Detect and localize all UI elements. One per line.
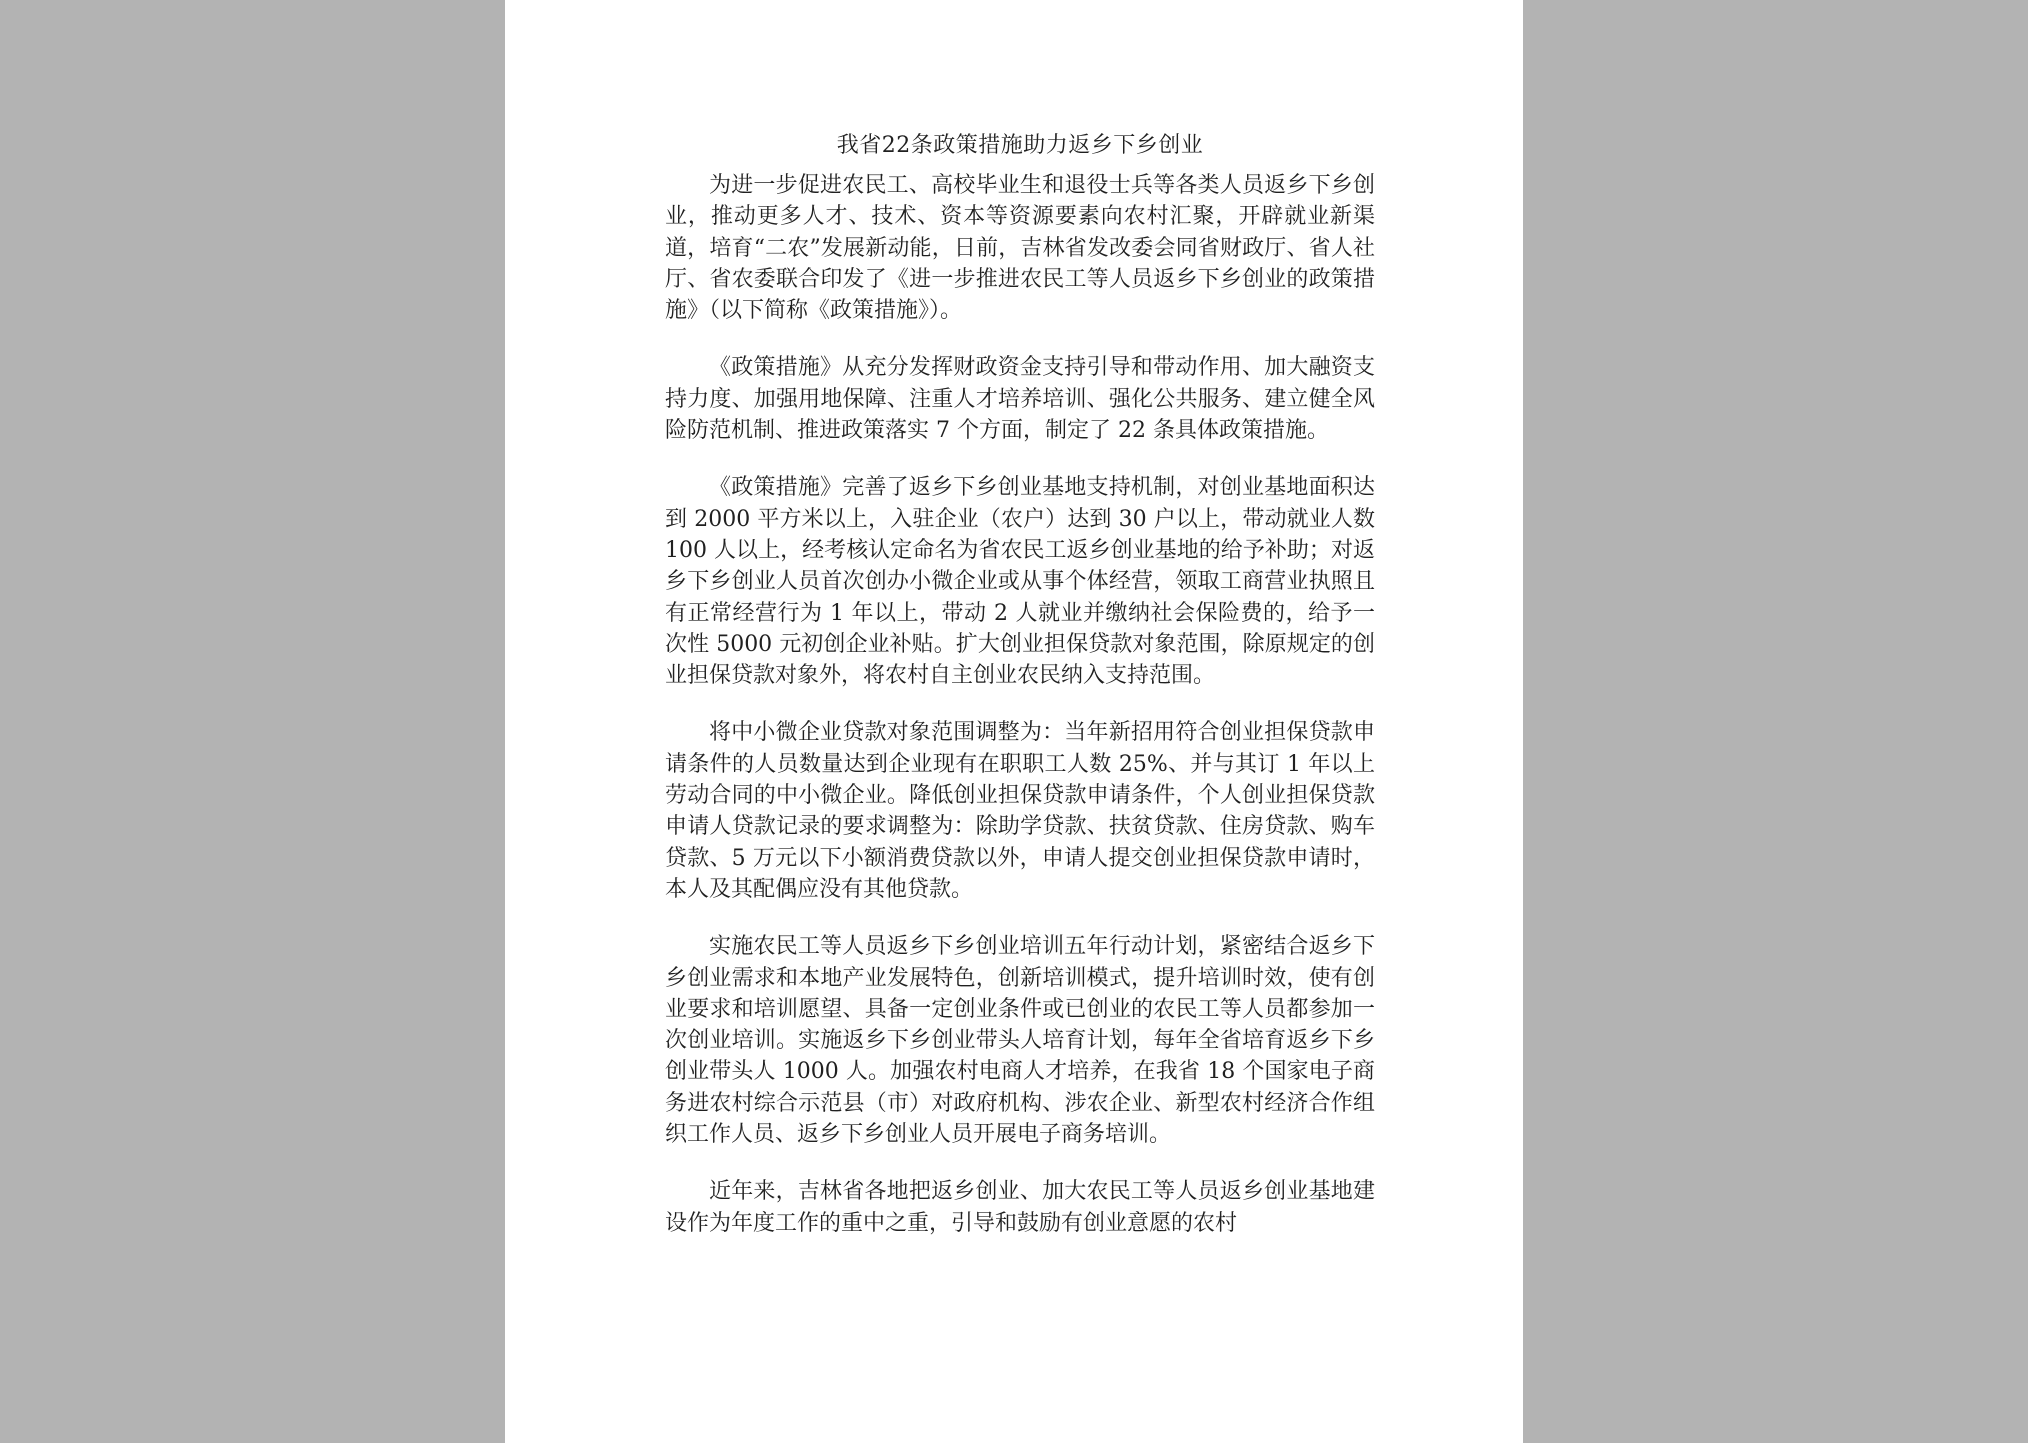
document-title: 我省22条政策措施助力返乡下乡创业 xyxy=(836,133,1204,158)
paragraph: 近年来，吉林省各地把返乡创业、加大农民工等人员返乡创业基地建设作为年度工作的重中之重，引导和鼓励有创业意愿的农村 xyxy=(665,1179,1375,1236)
paragraph: 《政策措施》从充分发挥财政资金支持引导和带动作用、加大融资支持力度、加强用地保障、注重人才培养培训、强化公共服务、建立健全风险防范机制、推进政策落实 7 个方面，制定了 22 条具体政策措施。 xyxy=(665,355,1375,444)
paragraph: 《政策措施》完善了返乡下乡创业基地支持机制，对创业基地面积达到 2000 平方米以上，入驻企业（农户）达到 30 户以上，带动就业人数 100 人以上，经考核认定命名为省农民工返乡创业基地的给予补助；对返乡下乡创业人员首次创办小微企业或从事个体经营，领取工商营业执照且有正常经营行为 1 年以上，带动 2 人就业并缴纳社会保险费的，给予一次性 5000 元初创企业补贴。扩大创业担保贷款对象范围，除原规定的创业担保贷款对象外，将农村自主创业农民纳入支持范围。 xyxy=(665,475,1375,689)
document-page xyxy=(505,0,1523,1443)
paragraph: 实施农民工等人员返乡下乡创业培训五年行动计划，紧密结合返乡下乡创业需求和本地产业发展特色，创新培训模式，提升培训时效，使有创业要求和培训愿望、具备一定创业条件或已创业的农民工等人员都参加一次创业培训。实施返乡下乡创业带头人培育计划，每年全省培育返乡下乡创业带头人 1000 人。加强农村电商人才培养，在我省 18 个国家电子商务进农村综合示范县（市）对政府机构、涉农企业、新型农村经济合作组织工作人员、返乡下乡创业人员开展电子商务培训。 xyxy=(665,934,1375,1148)
paragraph: 将中小微企业贷款对象范围调整为：当年新招用符合创业担保贷款申请条件的人员数量达到企业现有在职职工人数 25%、并与其订 1 年以上劳动合同的中小微企业。降低创业担保贷款申请条件，个人创业担保贷款申请人贷款记录的要求调整为：除助学贷款、扶贫贷款、住房贷款、购车贷款、5 万元以下小额消费贷款以外，申请人提交创业担保贷款申请时，本人及其配偶应没有其他贷款。 xyxy=(665,720,1375,902)
paragraph: 为进一步促进农民工、高校毕业生和退役士兵等各类人员返乡下乡创业，推动更多人才、技术、资本等资源要素向农村汇聚，开辟就业新渠道，培育“二农”发展新动能，日前，吉林省发改委会同省财政厅、省人社厅、省农委联合印发了《进一步推进农民工等人员返乡下乡创业的政策措施》（以下简称《政策措施》）。 xyxy=(665,173,1375,324)
document-content xyxy=(665,130,1375,1239)
